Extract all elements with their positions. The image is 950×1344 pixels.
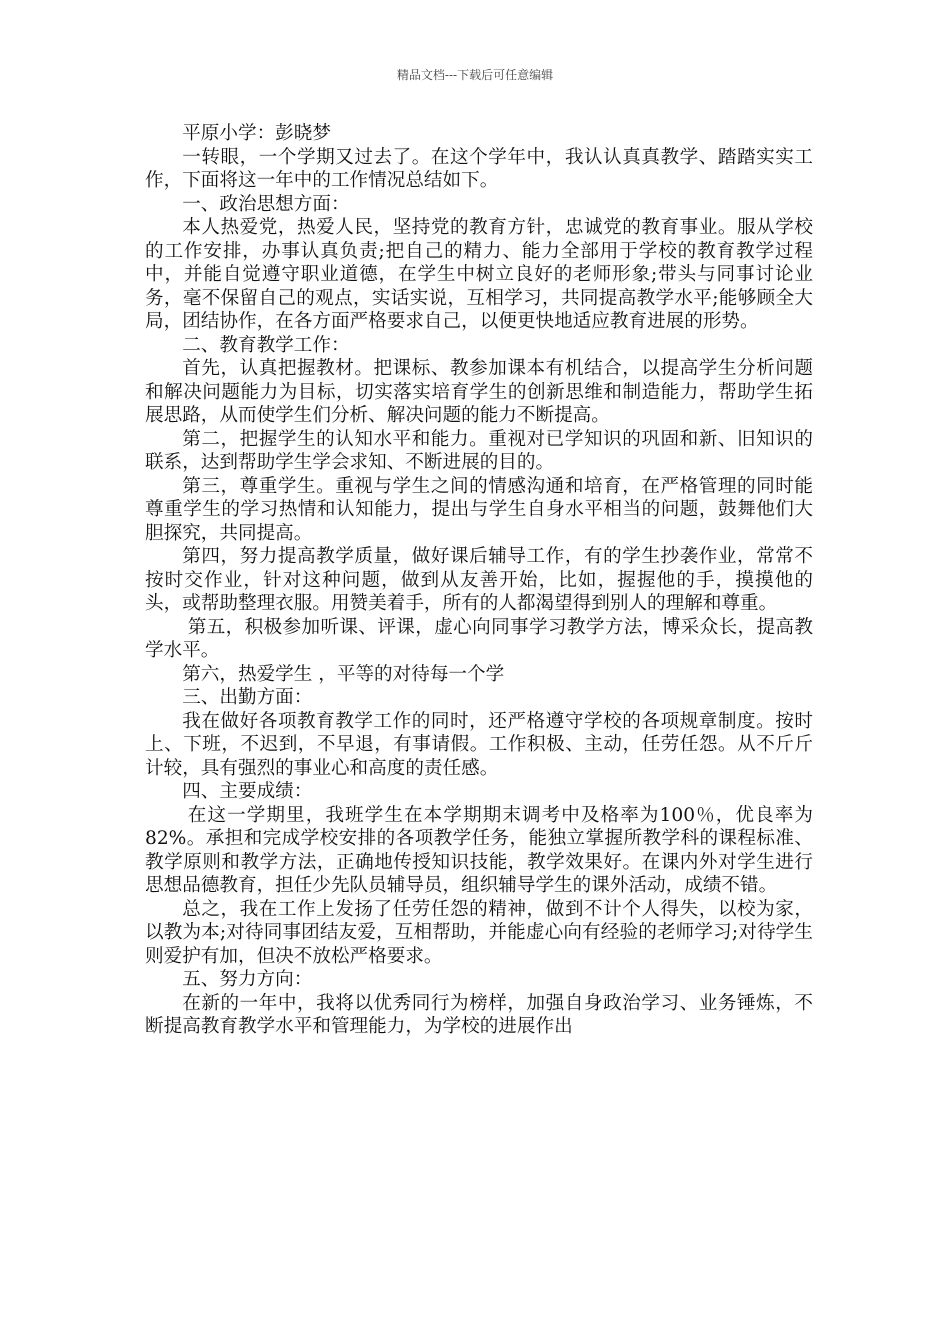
section-heading-teaching: 二、教育教学工作：: [182, 334, 350, 356]
author-line: 平原小学：彭晓梦: [182, 123, 331, 144]
section-heading-attendance: 三、出勤方面：: [182, 687, 313, 708]
politics-paragraph: 本人热爱党，热爱人民，坚持党的教育方针，忠诚党的教育事业。服从学校的工作安排，办事认真负责;把自己的精力、能力全部用于学校的教育教学过程中，并能自觉遵守职业道德，在学生中树立良好的老师形象;带头与同事讨论业务，毫不保留自己的观点，实话实说，互相学习，共同提高教学水平;能够顾全大局，团结协作，在各方面严格要求自己，以便更快地适应教育进展的形势。: [145, 217, 813, 332]
section-heading-achievements: 四、主要成绩：: [182, 781, 313, 802]
attendance-paragraph: 我在做好各项教育教学工作的同时，还严格遵守学校的各项规章制度。按时上、下班，不迟到，不早退，有事请假。工作积极、主动，任劳任怨。从不斤斤计较，具有强烈的事业心和高度的责任感。: [145, 710, 813, 779]
intro-paragraph: 一转眼，一个学期又过去了。在这个学年中，我认认真真教学、踏踏实实工作，下面将这一年中的工作情况总结如下。: [145, 146, 813, 191]
teaching-paragraph-5: 第五，积极参加听课、评课，虚心向同事学习教学方法，博采众长，提高教学水平。: [145, 616, 813, 661]
teaching-paragraph-1: 首先，认真把握教材。把课标、教参加课本有机结合，以提高学生分析问题和解决问题能力为目标，切实落实培育学生的创新思维和制造能力，帮助学生拓展思路，从而使学生们分析、解决问题的能力不断提高。: [145, 358, 813, 426]
teaching-paragraph-6: 第六，热爱学生 ，平等的对待每一个学: [182, 663, 505, 685]
page-header: 精品文档---下载后可任意编辑: [396, 68, 554, 82]
teaching-paragraph-4: 第四，努力提高教学质量，做好课后辅导工作，有的学生抄袭作业，常常不按时交作业，针对这种问题，做到从友善开始，比如，握握他的手，摸摸他的头，或帮助整理衣服。用赞美着手，所有的人都渴望得到别人的理解和尊重。: [145, 546, 813, 614]
section-heading-direction: 五、努力方向：: [182, 969, 313, 990]
direction-paragraph: 在新的一年中，我将以优秀同行为榜样，加强自身政治学习、业务锤炼，不断提高教育教学水平和管理能力，为学校的进展作出: [145, 992, 813, 1037]
achievements-paragraph: 在这一学期里，我班学生在本学期期末调考中及格率为100％，优良率为82%。承担和完成学校安排的各项教学任务，能独立掌握所教学科的课程标准、教学原则和教学方法，正确地传授知识技能，教学效果好。在课内外对学生进行思想品德教育，担任少先队员辅导员，组织辅导学生的课外活动，成绩不错。: [145, 804, 813, 896]
section-heading-politics: 一、政治思想方面：: [182, 193, 350, 215]
summary-paragraph: 总之，我在工作上发扬了任劳任怨的精神，做到不计个人得失，以校为家，以教为本;对待同事团结友爱，互相帮助，并能虚心向有经验的老师学习;对待学生则爱护有加，但决不放松严格要求。: [145, 898, 813, 967]
teaching-paragraph-2: 第二，把握学生的认知水平和能力。重视对已学知识的巩固和新、旧知识的联系，达到帮助学生学会求知、不断进展的目的。: [145, 428, 813, 473]
teaching-paragraph-3: 第三，尊重学生。重视与学生之间的情感沟通和培育，在严格管理的同时能尊重学生的学习热情和认知能力，提出与学生自身水平相当的问题，鼓舞他们大胆探究，共同提高。: [145, 475, 813, 544]
document-body: [145, 122, 813, 1039]
